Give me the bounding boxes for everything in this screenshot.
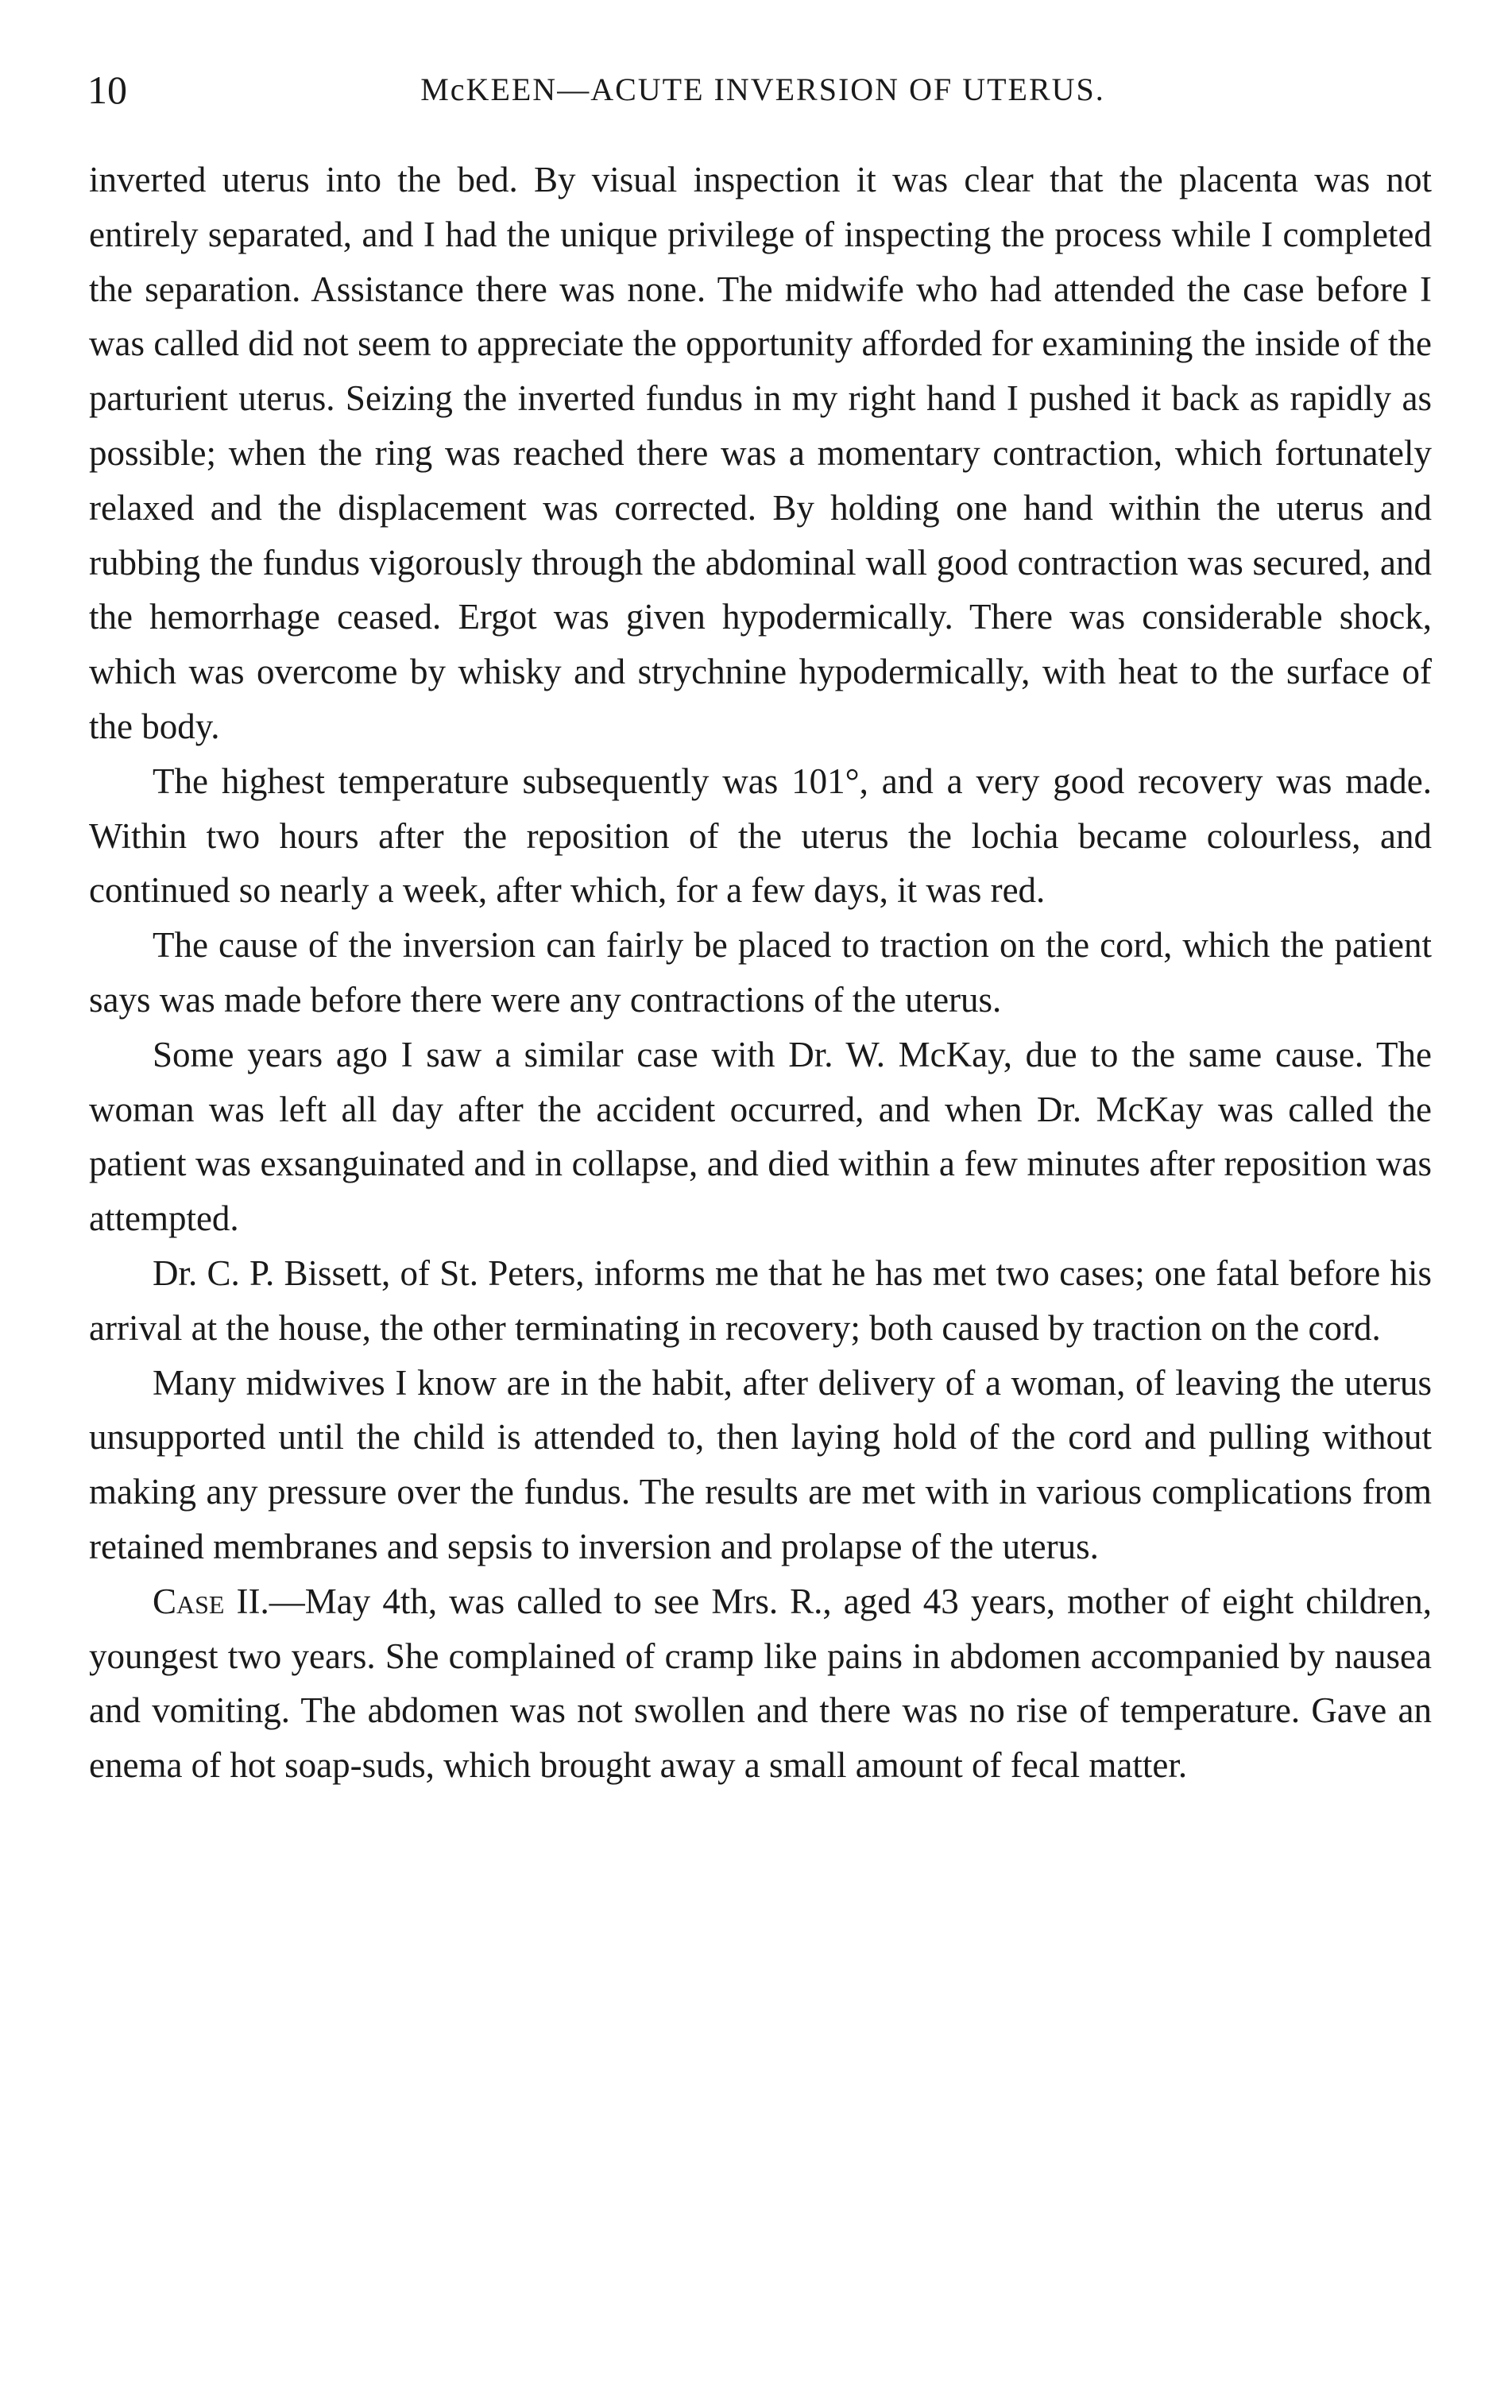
paragraph-case-two [89, 1574, 1432, 1793]
paragraph-temperature: The highest temperature subsequently was 101°, and a very good recovery was made. Within two hours after the reposition of the uterus the lochia became colourless, and continued so nearly a week, after which, for a few days, it was red. [89, 761, 1432, 911]
case-two-text: —May 4th, was called to see Mrs. R., aged 43 years, mother of eight children, youngest two years. She complained of cramp like pains in abdomen accompanied by nausea and vomiting. The abdomen was not swollen and there was no rise of temperature. Gave an enema of hot soap-suds, which brought away a small amount of fecal matter. [89, 1581, 1432, 1786]
paragraph-similar-case: Some years ago I saw a similar case with Dr. W. McKay, due to the same cause. The woman was left all day after the accident occurred, and when Dr. McKay was called the patient was exsanguinated and in collapse, and died within a few minutes after reposition was attempted. [89, 1034, 1432, 1239]
paragraph-continued: inverted uterus into the bed. By visual inspection it was clear that the placenta was not entirely separated, and I had the unique privilege of inspecting the process while I completed the separation. Assistance there was none. The midwife who had attended the case before I was called did not seem to appreciate the opportunity afforded for examining the inside of the parturient uterus. Seizing the inverted fundus in my right hand I pushed it back as rapidly as possible; when the ring was reached there was a momentary contraction, which fortunately relaxed and the displacement was corrected. By holding one hand within the uterus and rubbing the fundus vigorously through the abdominal wall good contraction was secured, and the hemorrhage ceased. Ergot was given hypodermically. There was considerable shock, which was overcome by whisky and strychnine hypodermically, with heat to the surface of the body. [89, 160, 1432, 746]
paragraph-cause: The cause of the inversion can fairly be placed to traction on the cord, which the patient says was made before there were any contractions of the uterus. [89, 925, 1432, 1020]
paragraph-midwives: Many midwives I know are in the habit, after delivery of a woman, of leaving the uterus unsupported until the child is attended to, then laying hold of the cord and pulling without making any pressure over the fundus. The results are met with in various complications from retained membranes and sepsis to inversion and prolapse of the uterus. [89, 1362, 1432, 1566]
running-title: McKEEN—ACUTE INVERSION OF UTERUS. [420, 72, 1105, 107]
case-two-label: Case II. [153, 1581, 269, 1621]
body-text [89, 153, 1432, 1793]
paragraph-bissett: Dr. C. P. Bissett, of St. Peters, informs me that he has met two cases; one fatal before his arrival at the house, the other terminating in recovery; both caused by traction on the cord. [89, 1252, 1432, 1348]
page-number: 10 [87, 68, 127, 112]
page-header [87, 62, 1438, 118]
